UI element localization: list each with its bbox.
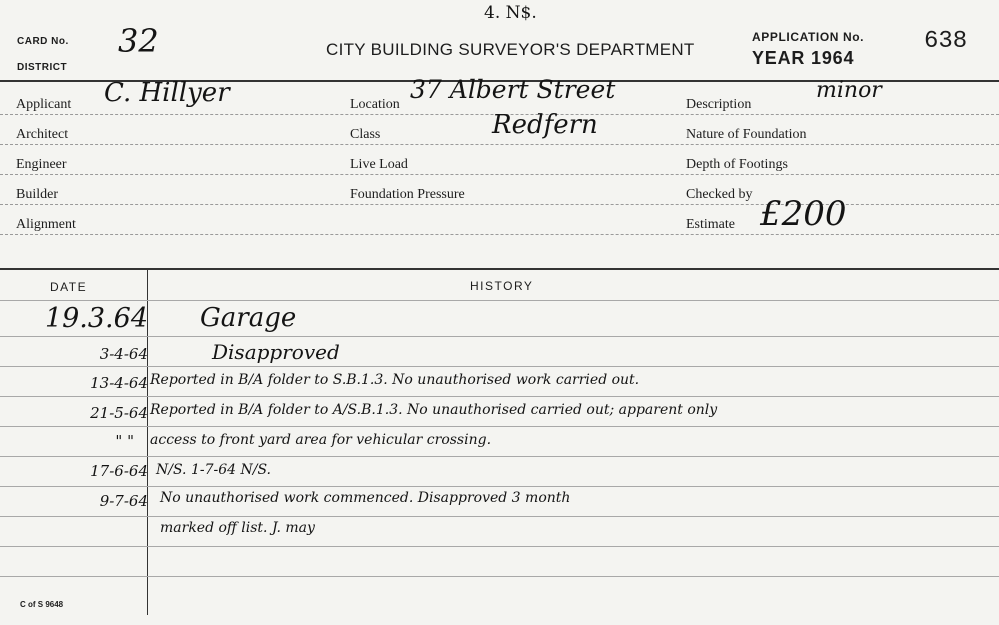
history-divider bbox=[0, 268, 999, 270]
history-rule bbox=[0, 546, 999, 547]
history-rule bbox=[0, 576, 999, 577]
description-label: Description bbox=[686, 97, 752, 112]
description-value: minor bbox=[816, 78, 882, 103]
history-entry: Reported in B/A folder to S.B.1.3. No unauthorised work carried out. bbox=[150, 372, 640, 388]
history-date: 21-5-64 bbox=[90, 404, 148, 422]
field-rule bbox=[0, 234, 999, 235]
history-rule bbox=[0, 396, 999, 397]
form-number: C of S 9648 bbox=[20, 600, 64, 609]
history-entry: No unauthorised work commenced. Disapproved 3 month bbox=[160, 490, 571, 506]
top-mark: 4. N$. bbox=[484, 3, 537, 23]
location-suburb: Redfern bbox=[492, 110, 598, 140]
history-rule bbox=[0, 336, 999, 337]
field-rule bbox=[0, 174, 999, 175]
applicant-label: Applicant bbox=[16, 97, 72, 112]
history-rule bbox=[0, 456, 999, 457]
history-entry: Garage bbox=[200, 303, 297, 333]
history-date: 19.3.64 bbox=[44, 303, 148, 334]
class-label: Class bbox=[350, 127, 381, 142]
history-rule bbox=[0, 516, 999, 517]
field-rule bbox=[0, 204, 999, 205]
builder-label: Builder bbox=[16, 187, 58, 202]
department-title: CITY BUILDING SURVEYOR'S DEPARTMENT bbox=[326, 40, 695, 59]
history-entry: N/S. 1-7-64 N/S. bbox=[156, 462, 272, 478]
depth-of-footings-label: Depth of Footings bbox=[686, 157, 788, 172]
history-date: 9-7-64 bbox=[99, 492, 148, 510]
location-label: Location bbox=[350, 97, 400, 112]
applicant-value: C. Hillyer bbox=[104, 78, 230, 108]
estimate-value: £200 bbox=[760, 194, 847, 234]
history-entry: access to front yard area for vehicular crossing. bbox=[150, 432, 492, 448]
alignment-label: Alignment bbox=[16, 217, 76, 232]
nature-of-foundation-label: Nature of Foundation bbox=[686, 127, 807, 142]
application-no-value: 638 bbox=[924, 28, 968, 55]
live-load-label: Live Load bbox=[350, 157, 408, 172]
history-header: HISTORY bbox=[470, 279, 534, 293]
district-label: DISTRICT bbox=[17, 62, 68, 73]
history-date: " " bbox=[115, 432, 134, 450]
card-no-label: CARD No. bbox=[17, 36, 69, 47]
history-entry: marked off list. J. may bbox=[160, 520, 315, 536]
history-rule bbox=[0, 426, 999, 427]
application-no-label: APPLICATION No. bbox=[752, 30, 865, 44]
engineer-label: Engineer bbox=[16, 157, 67, 172]
history-rule bbox=[0, 366, 999, 367]
location-street: 37 Albert Street bbox=[410, 75, 616, 104]
date-header: DATE bbox=[50, 280, 88, 294]
checked-by-label: Checked by bbox=[686, 187, 753, 202]
history-entry: Reported in B/A folder to A/S.B.1.3. No unauthorised carried out; apparent only bbox=[150, 402, 718, 418]
history-header-rule bbox=[0, 300, 999, 301]
field-rule bbox=[0, 144, 999, 145]
estimate-label: Estimate bbox=[686, 217, 735, 232]
architect-label: Architect bbox=[16, 127, 69, 142]
foundation-pressure-label: Foundation Pressure bbox=[350, 187, 465, 202]
year-label: YEAR 1964 bbox=[752, 48, 855, 68]
history-date: 13-4-64 bbox=[90, 374, 148, 392]
history-date: 3-4-64 bbox=[99, 345, 148, 363]
history-date: 17-6-64 bbox=[90, 462, 148, 480]
history-entry: Disapproved bbox=[212, 340, 340, 364]
history-rule bbox=[0, 486, 999, 487]
card-no-value: 32 bbox=[118, 22, 159, 60]
